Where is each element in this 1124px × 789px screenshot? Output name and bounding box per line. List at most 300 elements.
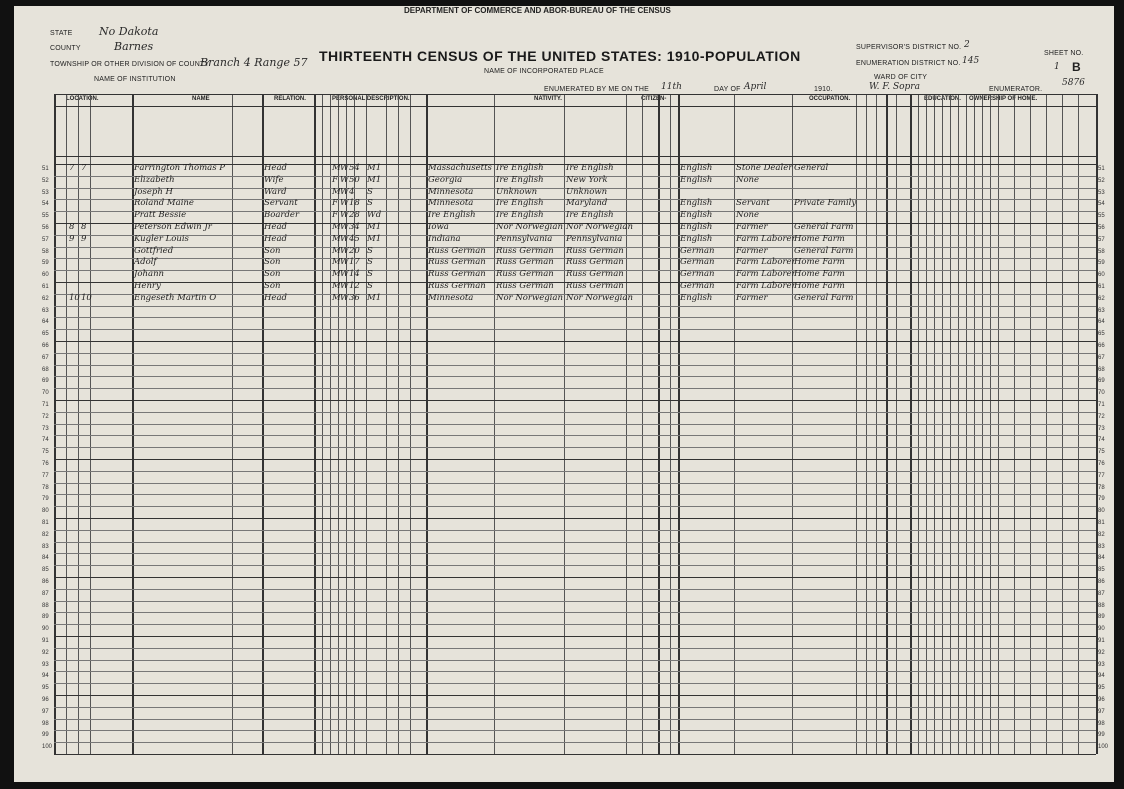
sheet-value: 1 [1054, 62, 1060, 72]
cell-lang: English [680, 292, 713, 303]
cell-lang: German [680, 281, 715, 291]
cell-race: W [340, 186, 349, 197]
line-number: 72 [42, 413, 49, 420]
sheet-letter: B [1072, 60, 1081, 74]
cell-ms: M1 [367, 174, 382, 185]
cell-ms: M1 [367, 222, 382, 232]
cell-rel: Ward [264, 186, 287, 197]
cell-father: Nor Norwegian [496, 292, 563, 303]
line-number: 57 [1098, 236, 1105, 243]
grid-row-rule [54, 612, 1096, 613]
line-number: 83 [1098, 543, 1105, 550]
line-number: 56 [42, 225, 49, 231]
grid-row-rule [54, 483, 1096, 484]
cell-sex: M [332, 163, 341, 173]
grid-row-rule [54, 754, 1096, 755]
line-number: 61 [42, 284, 49, 290]
enumerator-value: W. F. Sopra [869, 82, 920, 92]
line-number: 98 [42, 720, 49, 727]
cell-name: Peterson Edwin Jr [134, 222, 212, 232]
line-number: 97 [42, 708, 49, 715]
grid-row-rule [54, 542, 1096, 543]
line-number: 86 [42, 579, 49, 585]
cell-name: Kugler Louis [134, 233, 189, 244]
cell-race: W [340, 222, 349, 232]
cell-sex: M [332, 257, 341, 268]
ward-label: WARD OF CITY [874, 74, 928, 81]
state-value: No Dakota [99, 25, 159, 38]
grid-row-rule [54, 518, 1096, 519]
line-number: 81 [42, 520, 49, 526]
line-number: 82 [42, 531, 49, 538]
place-label: NAME OF INCORPORATED PLACE [484, 68, 604, 75]
township-value: Branch 4 Range 57 [200, 56, 308, 69]
cell-father: Unknown [496, 186, 538, 197]
grid-row-rule [54, 494, 1096, 495]
cell-father: Ire English [496, 210, 544, 221]
line-number: 84 [42, 555, 49, 562]
cell-lang: English [680, 222, 713, 232]
cell-rel: Head [264, 233, 287, 244]
county-label: COUNTY [50, 45, 81, 52]
line-number: 54 [1098, 201, 1105, 208]
cell-father: Ire English [496, 198, 544, 209]
line-number: 94 [42, 673, 49, 680]
line-number: 83 [42, 543, 49, 550]
line-number: 95 [1098, 685, 1105, 692]
cell-birth: Minnesota [428, 186, 474, 197]
cell-rel: Son [264, 245, 281, 256]
cell-ind: Home Farm [794, 269, 845, 280]
line-number: 79 [1098, 496, 1105, 503]
grid-row-rule [54, 648, 1096, 649]
enumerated-day: 11th [661, 82, 682, 92]
line-number: 93 [1098, 661, 1105, 668]
supervisor-label: SUPERVISOR'S DISTRICT NO. [856, 44, 962, 51]
cell-ms: M1 [367, 163, 382, 173]
line-number: 59 [1098, 260, 1105, 267]
grid-row-rule [54, 671, 1096, 672]
cell-birth: Russ German [428, 257, 486, 268]
cell-age: 18 [349, 198, 360, 209]
cell-name: Elizabeth [134, 174, 175, 185]
line-number: 60 [42, 272, 49, 279]
grid-row-rule [54, 459, 1096, 460]
cell-occ: Stone Dealer [736, 163, 793, 173]
day-of-label: DAY OF [714, 86, 741, 93]
line-number: 53 [1098, 189, 1105, 196]
cell-name: Gottfried [134, 245, 174, 256]
cell-rel: Head [264, 222, 287, 232]
line-number: 59 [42, 260, 49, 267]
cell-ind: General Farm [794, 222, 854, 232]
line-number: 87 [42, 590, 49, 597]
cell-birth: Ire English [428, 210, 476, 221]
cell-race: W [340, 281, 349, 291]
cell-father: Russ German [496, 281, 554, 291]
grid-row-rule [54, 341, 1096, 342]
cell-sex: F [332, 210, 338, 221]
cell-mother: Russ German [566, 269, 624, 280]
line-number: 71 [42, 402, 49, 408]
line-number: 62 [1098, 295, 1105, 302]
cell-sex: M [332, 222, 341, 232]
grid-row-rule [54, 707, 1096, 708]
supervisor-value: 2 [964, 40, 970, 50]
line-number: 89 [42, 614, 49, 621]
line-number: 91 [1098, 638, 1105, 644]
cell-birth: Russ German [428, 269, 486, 280]
grid-row-rule [54, 565, 1096, 566]
cell-occ: Farm Laborer [736, 269, 796, 280]
line-number: 76 [42, 461, 49, 467]
enumerator-label: ENUMERATOR. [989, 86, 1043, 93]
line-number: 74 [1098, 437, 1105, 444]
department-heading: DEPARTMENT OF COMMERCE AND ABOR-BUREAU OF THE CENSUS [404, 6, 671, 15]
line-number: 77 [42, 472, 49, 479]
grid-row-rule [54, 730, 1096, 731]
line-number: 94 [1098, 673, 1105, 680]
line-number: 58 [42, 248, 49, 255]
cell-mother: Maryland [566, 198, 608, 209]
cell-mother: New York [566, 174, 608, 185]
line-number: 69 [1098, 378, 1105, 385]
line-number: 70 [1098, 390, 1105, 397]
grid-row-rule [54, 317, 1096, 318]
grid-row-rule [54, 577, 1096, 578]
line-number: 93 [42, 661, 49, 668]
line-number: 68 [1098, 366, 1105, 373]
line-number: 99 [1098, 732, 1105, 739]
grid-row-rule [54, 530, 1096, 531]
line-number: 52 [1098, 177, 1105, 184]
county-value: Barnes [114, 40, 154, 53]
line-number: 64 [1098, 319, 1105, 326]
cell-occ: None [736, 174, 760, 185]
line-number: 92 [42, 649, 49, 656]
cell-lang: German [680, 257, 715, 268]
line-number: 55 [1098, 213, 1105, 220]
cell-race: W [340, 163, 349, 173]
line-number: 61 [1098, 284, 1105, 290]
group-occupation: OCCUPATION. [809, 96, 851, 102]
line-number: 85 [42, 567, 49, 574]
cell-name: Joseph H [134, 186, 173, 197]
cell-age: 17 [349, 257, 360, 268]
line-number: 90 [1098, 626, 1105, 633]
cell-sex: M [332, 269, 341, 280]
grid-header-rule [54, 106, 1096, 107]
line-number: 67 [42, 354, 49, 361]
cell-sex: M [332, 245, 341, 256]
line-number: 95 [42, 685, 49, 692]
line-number: 77 [1098, 472, 1105, 479]
cell-ms: S [367, 245, 373, 256]
cell-fam: 10 [81, 292, 92, 303]
line-number: 86 [1098, 579, 1105, 585]
cell-mother: Russ German [566, 257, 624, 268]
grid-row-rule [54, 506, 1096, 507]
cell-name: Pratt Bessie [134, 210, 187, 221]
line-number: 52 [42, 177, 49, 184]
cell-occ: Farm Laborer [736, 233, 796, 244]
line-number: 58 [1098, 248, 1105, 255]
cell-age: 36 [349, 292, 360, 303]
cell-race: W [340, 233, 349, 244]
cell-ms: S [367, 269, 373, 280]
cell-race: W [340, 245, 349, 256]
line-number: 63 [1098, 307, 1105, 314]
line-number: 74 [42, 437, 49, 444]
line-number: 65 [1098, 331, 1105, 338]
line-number: 68 [42, 366, 49, 373]
line-number: 72 [1098, 413, 1105, 420]
cell-occ: Servant [736, 198, 770, 209]
grid-row-rule [54, 424, 1096, 425]
line-number: 69 [42, 378, 49, 385]
grid-row-rule [54, 306, 1096, 307]
cell-occ: Farmer [736, 292, 768, 303]
cell-mother: Unknown [566, 186, 608, 197]
cell-race: W [340, 257, 349, 268]
institution-label: NAME OF INSTITUTION [94, 76, 176, 83]
line-number: 56 [1098, 225, 1105, 231]
cell-lang: English [680, 233, 713, 244]
line-number: 64 [42, 319, 49, 326]
grid-row-rule [54, 742, 1096, 743]
township-label: TOWNSHIP OR OTHER DIVISION OF COUNTY [50, 61, 210, 68]
line-number: 99 [42, 732, 49, 739]
line-number: 70 [42, 390, 49, 397]
cell-ms: S [367, 257, 373, 268]
grid-row-rule [54, 447, 1096, 448]
line-number: 75 [42, 449, 49, 456]
year-label: 1910. [814, 86, 833, 93]
cell-birth: Minnesota [428, 198, 474, 209]
cell-race: W [340, 292, 349, 303]
cell-father: Russ German [496, 269, 554, 280]
line-number: 51 [42, 166, 49, 172]
cell-ms: M1 [367, 292, 382, 303]
cell-ms: M1 [367, 233, 382, 244]
grid-row-rule [54, 376, 1096, 377]
cell-lang: English [680, 174, 713, 185]
cell-age: 50 [349, 174, 360, 185]
grid-row-rule [54, 412, 1096, 413]
cell-occ: Farm Laborer [736, 257, 796, 268]
cell-age: 12 [349, 281, 360, 291]
line-number: 100 [1098, 744, 1109, 751]
line-number: 73 [1098, 425, 1105, 432]
cell-sex: M [332, 233, 341, 244]
line-number: 66 [42, 343, 49, 349]
cell-ms: S [367, 281, 373, 291]
grid-row-rule [54, 365, 1096, 366]
cell-lang: German [680, 269, 715, 280]
grid-row-rule [54, 435, 1096, 436]
grid-row-rule [54, 683, 1096, 684]
line-number: 90 [42, 626, 49, 633]
line-number: 55 [42, 213, 49, 220]
cell-dw: 10 [69, 292, 80, 303]
line-number: 63 [42, 307, 49, 314]
line-number: 82 [1098, 531, 1105, 538]
cell-race: W [340, 174, 349, 185]
cell-ms: S [367, 198, 373, 209]
cell-sex: M [332, 292, 341, 303]
cell-lang: English [680, 210, 713, 221]
line-number: 88 [1098, 602, 1105, 609]
cell-birth: Indiana [428, 233, 461, 244]
grid-row-rule [54, 553, 1096, 554]
sheet-label: SHEET NO. [1044, 50, 1084, 57]
cell-mother: Nor Norwegian [566, 292, 633, 303]
cell-mother: Ire English [566, 163, 614, 173]
cell-name: Engeseth Martin O [134, 292, 217, 303]
line-number: 65 [42, 331, 49, 338]
cell-occ: Farm Laborer [736, 281, 796, 291]
cell-age: 20 [349, 245, 360, 256]
cell-dw: 7 [69, 163, 75, 173]
cell-age: 45 [349, 233, 360, 244]
grid-row-rule [54, 601, 1096, 602]
cell-birth: Russ German [428, 245, 486, 256]
cell-race: W [340, 210, 349, 221]
cell-mother: Nor Norwegian [566, 222, 633, 232]
line-number: 67 [1098, 354, 1105, 361]
cell-birth: Massachusetts [428, 163, 492, 173]
cell-name: Adolf [134, 257, 157, 268]
cell-fam: 9 [81, 233, 87, 244]
cell-name: Henry [134, 281, 161, 291]
cell-ind: Home Farm [794, 281, 845, 291]
line-number: 51 [1098, 166, 1105, 172]
cell-rel: Son [264, 281, 281, 291]
cell-dw: 8 [69, 222, 75, 232]
cell-age: 28 [349, 210, 360, 221]
cell-sex: F [332, 174, 338, 185]
cell-sex: M [332, 186, 341, 197]
cell-ind: Home Farm [794, 257, 845, 268]
cell-father: Ire English [496, 174, 544, 185]
cell-birth: Russ German [428, 281, 486, 291]
grid-row-rule [54, 660, 1096, 661]
cell-mother: Russ German [566, 245, 624, 256]
cell-name: Farrington Thomas P [134, 163, 226, 173]
cell-birth: Georgia [428, 174, 463, 185]
cell-sex: F [332, 198, 338, 209]
line-number: 87 [1098, 590, 1105, 597]
cell-rel: Son [264, 269, 281, 280]
cell-occ: None [736, 210, 760, 221]
grid-row-rule [54, 329, 1096, 330]
cell-race: W [340, 269, 349, 280]
group-citizenship: CITIZEN- [641, 96, 667, 102]
grid-row-rule [54, 400, 1096, 401]
line-number: 78 [1098, 484, 1105, 491]
enumeration-label: ENUMERATION DISTRICT NO. [856, 60, 961, 67]
cell-fam: 7 [81, 163, 87, 173]
line-number: 79 [42, 496, 49, 503]
cell-father: Russ German [496, 257, 554, 268]
grid-row-rule [54, 636, 1096, 637]
cell-ind: General Farm [794, 245, 854, 256]
grid-row-rule [54, 589, 1096, 590]
cell-sex: M [332, 281, 341, 291]
grid-row-rule [54, 624, 1096, 625]
line-number: 60 [1098, 272, 1105, 279]
stamp-number: 5876 [1062, 78, 1085, 88]
line-number: 78 [42, 484, 49, 491]
line-number: 81 [1098, 520, 1105, 526]
grid-row-rule [54, 719, 1096, 720]
cell-birth: Minnesota [428, 292, 474, 303]
cell-rel: Servant [264, 198, 298, 209]
line-number: 92 [1098, 649, 1105, 656]
cell-father: Ire English [496, 163, 544, 173]
line-number: 76 [1098, 461, 1105, 467]
group-name: NAME [192, 96, 210, 102]
cell-age: 54 [349, 163, 360, 173]
state-label: STATE [50, 30, 73, 37]
cell-lang: German [680, 245, 715, 256]
cell-rel: Head [264, 292, 287, 303]
group-education: EDUCATION. [924, 96, 961, 102]
line-number: 91 [42, 638, 49, 644]
cell-mother: Pennsylvania [566, 233, 623, 244]
grid-row-rule [54, 353, 1096, 354]
line-number: 97 [1098, 708, 1105, 715]
grid-row-rule [54, 388, 1096, 389]
cell-age: 4 [349, 186, 355, 197]
line-number: 98 [1098, 720, 1105, 727]
line-number: 62 [42, 295, 49, 302]
group-relation: RELATION. [274, 96, 306, 102]
line-number: 80 [1098, 508, 1105, 515]
cell-dw: 9 [69, 233, 75, 244]
line-number: 85 [1098, 567, 1105, 574]
census-sheet [14, 6, 1114, 782]
line-number: 100 [42, 744, 53, 751]
line-number: 71 [1098, 402, 1105, 408]
cell-lang: English [680, 198, 713, 209]
page-title: THIRTEENTH CENSUS OF THE UNITED STATES: 1910-POPULATION [319, 48, 801, 64]
cell-father: Russ German [496, 245, 554, 256]
group-personal: PERSONAL DESCRIPTION. [332, 96, 410, 102]
cell-name: Roland Maine [134, 198, 194, 209]
grid-header-rule [54, 156, 1096, 157]
cell-birth: Iowa [428, 222, 449, 232]
cell-ind: General [794, 163, 829, 173]
cell-father: Pennsylvania [496, 233, 553, 244]
line-number: 73 [42, 425, 49, 432]
grid-row-rule [54, 471, 1096, 472]
line-number: 80 [42, 508, 49, 515]
cell-ind: Private Family [794, 198, 857, 209]
cell-occ: Farmer [736, 222, 768, 232]
line-number: 89 [1098, 614, 1105, 621]
cell-father: Nor Norwegian [496, 222, 563, 232]
cell-mother: Ire English [566, 210, 614, 221]
cell-ind: Home Farm [794, 233, 845, 244]
line-number: 75 [1098, 449, 1105, 456]
line-number: 96 [42, 697, 49, 703]
cell-occ: Farmer [736, 245, 768, 256]
cell-name: Johann [134, 269, 165, 280]
cell-fam: 8 [81, 222, 87, 232]
cell-age: 14 [349, 269, 360, 280]
grid-row-rule [54, 695, 1096, 696]
